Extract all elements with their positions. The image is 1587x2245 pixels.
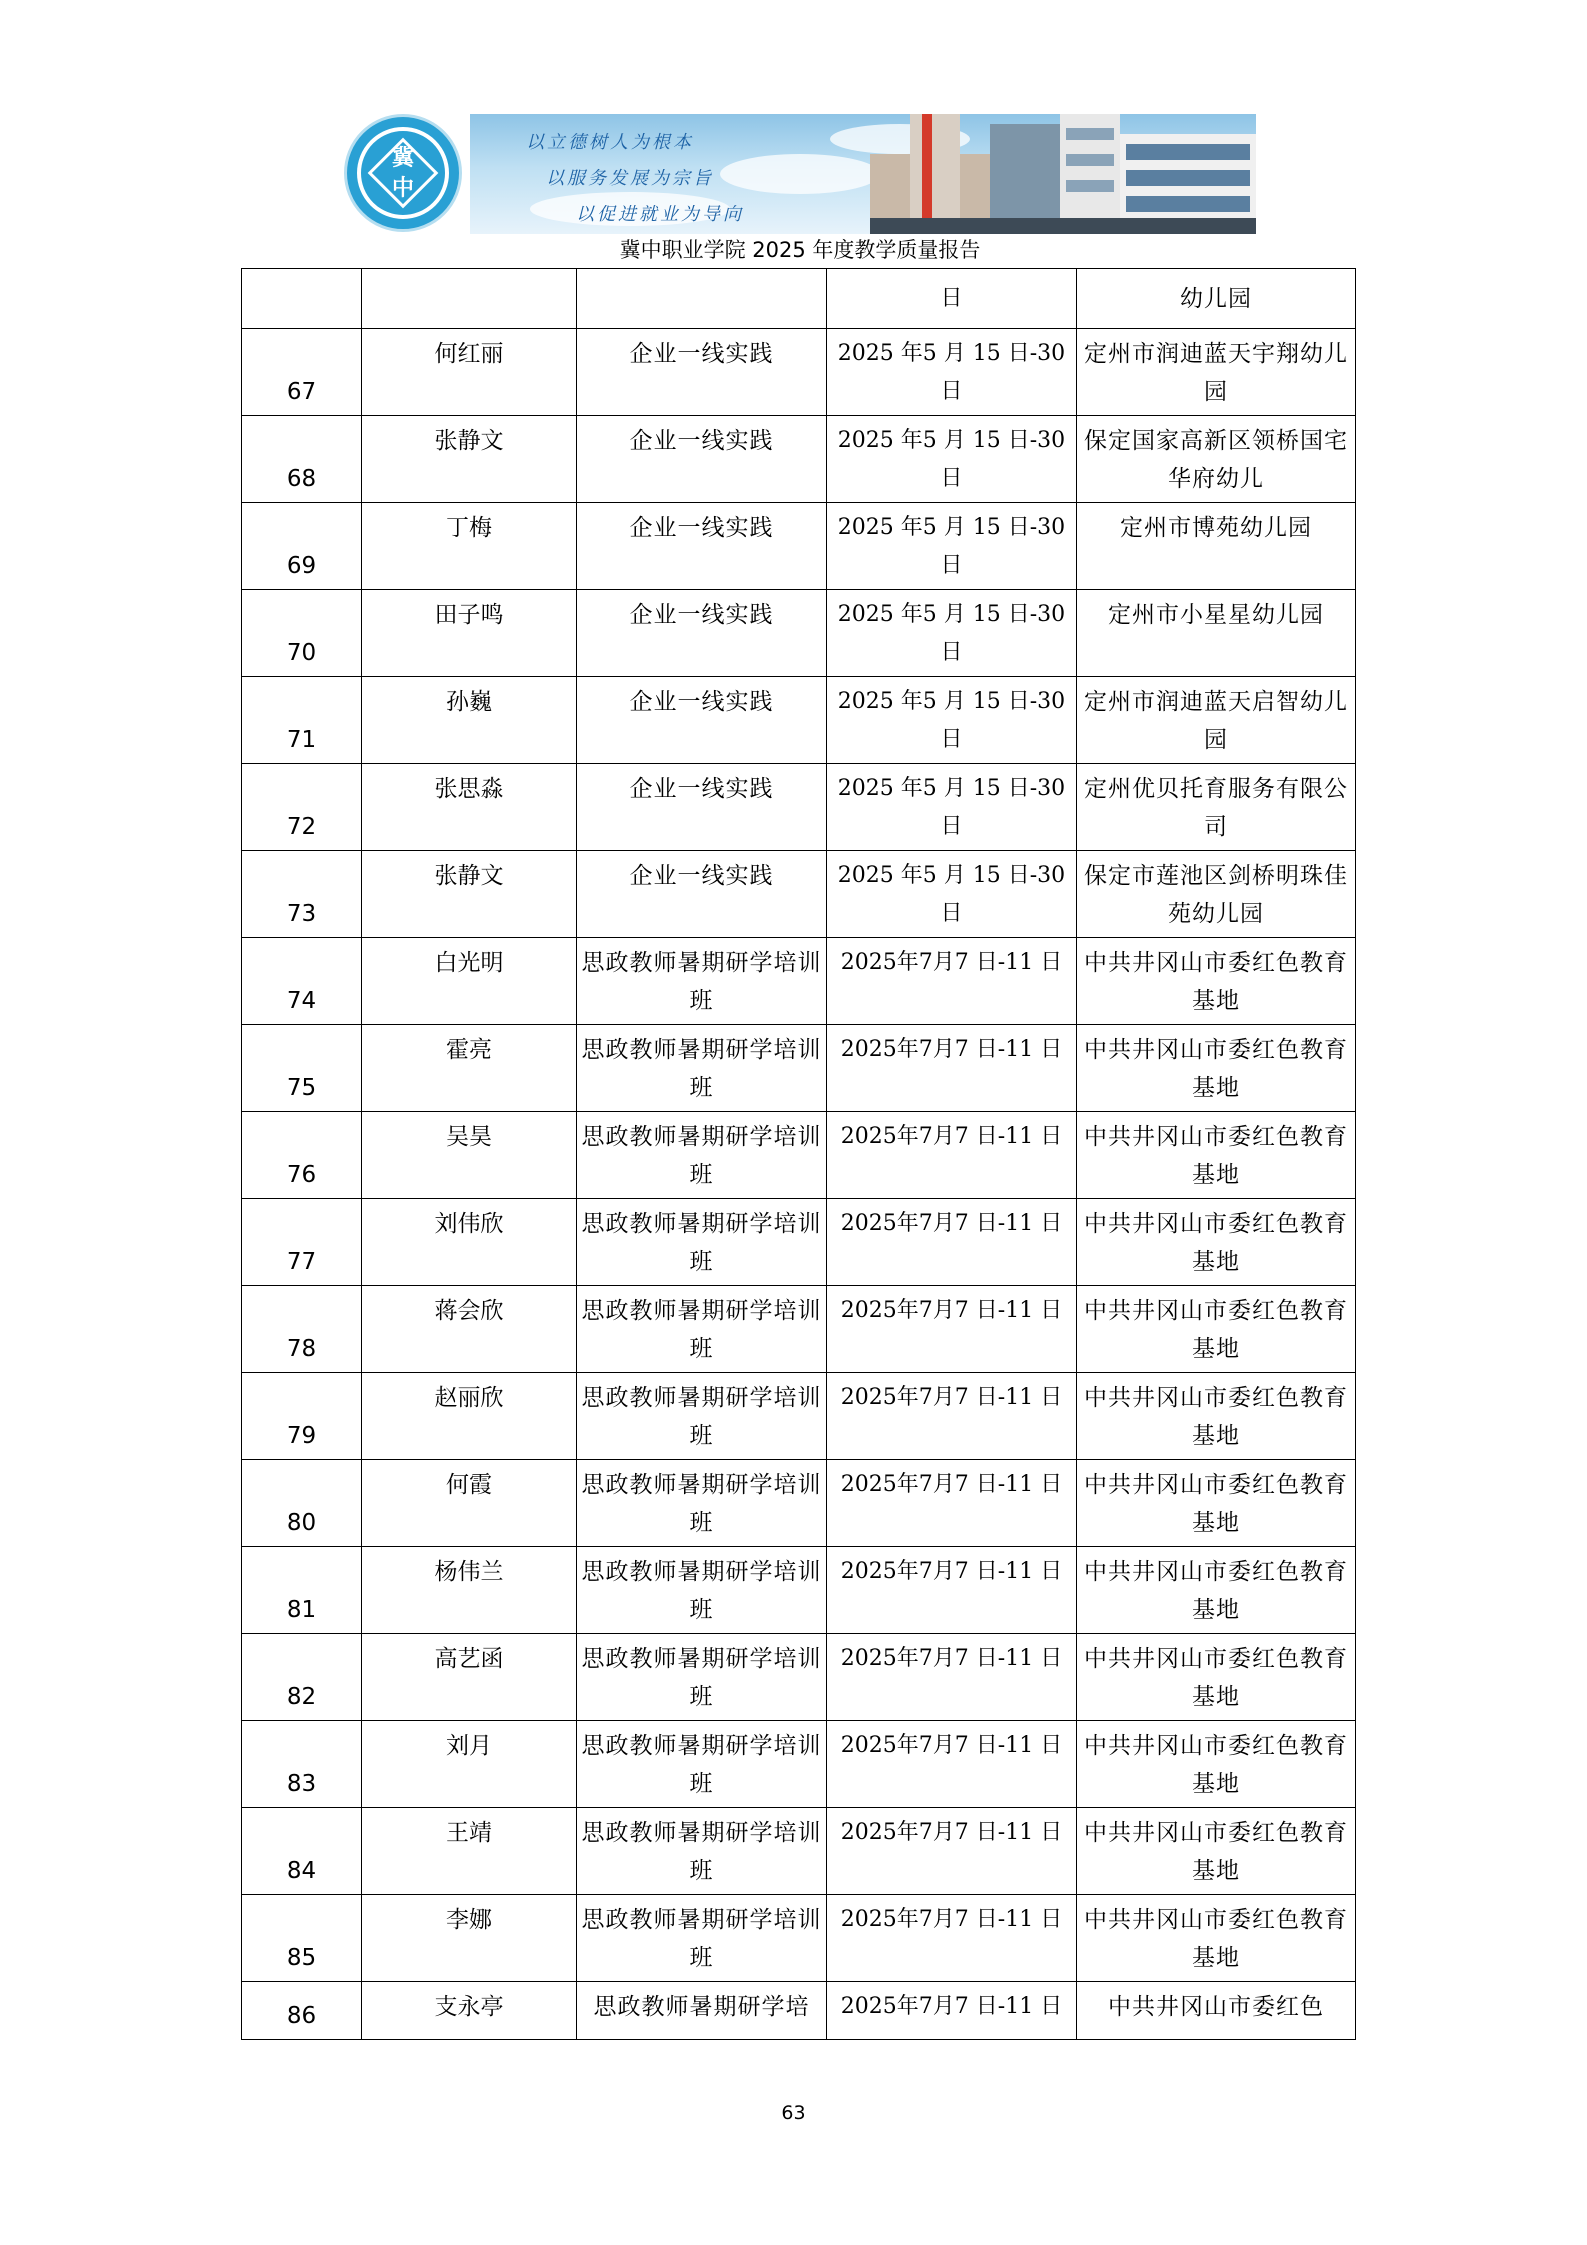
cell-place: 定州市润迪蓝天启智幼儿园 <box>1077 677 1356 764</box>
cell-no: 75 <box>242 1025 362 1112</box>
cell-date: 2025 年5 月 15 日-30 日 <box>827 590 1077 677</box>
cell-type: 思政教师暑期研学培训班 <box>577 1199 827 1286</box>
cell-type: 企业一线实践 <box>577 590 827 677</box>
cell-name: 支永亭 <box>362 1982 577 2040</box>
cell-name: 白光明 <box>362 938 577 1025</box>
cell-name: 赵丽欣 <box>362 1373 577 1460</box>
table-row <box>242 1808 1356 1895</box>
slogan-2: 以服务发展为宗旨 <box>546 168 714 189</box>
cell-date: 2025年7月7 日-11 日 <box>827 1460 1077 1547</box>
logo-char-top: 冀 <box>391 146 414 171</box>
cell-date: 2025年7月7 日-11 日 <box>827 1199 1077 1286</box>
cell-type: 企业一线实践 <box>577 764 827 851</box>
cell-no: 86 <box>242 1982 362 2040</box>
table-row <box>242 503 1356 590</box>
table-row <box>242 677 1356 764</box>
cell-date: 2025年7月7 日-11 日 <box>827 1634 1077 1721</box>
cell-no: 74 <box>242 938 362 1025</box>
cell-no: 70 <box>242 590 362 677</box>
cell-type: 企业一线实践 <box>577 416 827 503</box>
cell-date: 2025年7月7 日-11 日 <box>827 1895 1077 1982</box>
cell-date: 2025 年5 月 15 日-30 日 <box>827 764 1077 851</box>
cell-no: 82 <box>242 1634 362 1721</box>
cell-place: 定州市小星星幼儿园 <box>1077 590 1356 677</box>
cell-name: 高艺函 <box>362 1634 577 1721</box>
cell-date: 2025 年5 月 15 日-30 日 <box>827 329 1077 416</box>
cell-type: 企业一线实践 <box>577 329 827 416</box>
table-row <box>242 851 1356 938</box>
cell-place: 中共井冈山市委红色教育基地 <box>1077 1895 1356 1982</box>
cell-no: 83 <box>242 1721 362 1808</box>
cell-place: 保定市莲池区剑桥明珠佳苑幼儿园 <box>1077 851 1356 938</box>
cell-no: 80 <box>242 1460 362 1547</box>
cell-name: 李娜 <box>362 1895 577 1982</box>
cell-name: 何霞 <box>362 1460 577 1547</box>
table-row <box>242 1199 1356 1286</box>
cell-name: 孙巍 <box>362 677 577 764</box>
cell-no: 78 <box>242 1286 362 1373</box>
cell-place: 保定国家高新区领桥国宅华府幼儿 <box>1077 416 1356 503</box>
table-row <box>242 938 1356 1025</box>
cell-type: 思政教师暑期研学培训班 <box>577 1373 827 1460</box>
cell-no: 84 <box>242 1808 362 1895</box>
table-row <box>242 1982 1356 2040</box>
cell-date: 2025年7月7 日-11 日 <box>827 1721 1077 1808</box>
cell-type <box>577 269 827 329</box>
cell-no: 73 <box>242 851 362 938</box>
cell-no: 71 <box>242 677 362 764</box>
cell-place: 中共井冈山市委红色教育基地 <box>1077 1199 1356 1286</box>
cell-name: 丁梅 <box>362 503 577 590</box>
cell-name: 刘伟欣 <box>362 1199 577 1286</box>
cell-type: 思政教师暑期研学培训班 <box>577 1547 827 1634</box>
cell-date: 2025 年5 月 15 日-30 日 <box>827 851 1077 938</box>
cell-place: 中共井冈山市委红色教育基地 <box>1077 1112 1356 1199</box>
cell-no: 69 <box>242 503 362 590</box>
cell-no: 79 <box>242 1373 362 1460</box>
cell-date: 2025年7月7 日-11 日 <box>827 1982 1077 2040</box>
cell-date: 2025年7月7 日-11 日 <box>827 1547 1077 1634</box>
table-row <box>242 1025 1356 1112</box>
cell-name: 张静文 <box>362 416 577 503</box>
cell-no: 81 <box>242 1547 362 1634</box>
table-row-continued <box>242 269 1356 329</box>
banner-photo <box>470 114 1256 234</box>
cell-place: 中共井冈山市委红色教育基地 <box>1077 1460 1356 1547</box>
cell-place: 中共井冈山市委红色教育基地 <box>1077 1373 1356 1460</box>
header-banner <box>344 114 1256 234</box>
page-number: 63 <box>781 2102 806 2124</box>
cell-name: 张静文 <box>362 851 577 938</box>
cell-date: 2025年7月7 日-11 日 <box>827 1373 1077 1460</box>
cell-type: 思政教师暑期研学培训班 <box>577 1286 827 1373</box>
cell-date: 2025年7月7 日-11 日 <box>827 1286 1077 1373</box>
cell-date: 2025年7月7 日-11 日 <box>827 1112 1077 1199</box>
cell-place: 幼儿园 <box>1077 269 1356 329</box>
cell-date: 2025 年5 月 15 日-30 日 <box>827 677 1077 764</box>
cell-name: 蒋会欣 <box>362 1286 577 1373</box>
cell-place: 定州优贝托育服务有限公司 <box>1077 764 1356 851</box>
table-row <box>242 1373 1356 1460</box>
cell-place: 定州市博苑幼儿园 <box>1077 503 1356 590</box>
cell-date: 2025年7月7 日-11 日 <box>827 938 1077 1025</box>
cell-place: 中共井冈山市委红色教育基地 <box>1077 1547 1356 1634</box>
cell-place: 中共井冈山市委红色教育基地 <box>1077 1025 1356 1112</box>
table-row <box>242 764 1356 851</box>
table-row <box>242 1634 1356 1721</box>
cell-name <box>362 269 577 329</box>
cell-name: 何红丽 <box>362 329 577 416</box>
table-row <box>242 1460 1356 1547</box>
cell-name: 王靖 <box>362 1808 577 1895</box>
table-row <box>242 1547 1356 1634</box>
cell-place: 中共井冈山市委红色 <box>1077 1982 1356 2040</box>
cell-name: 吴昊 <box>362 1112 577 1199</box>
training-table <box>241 268 1356 2040</box>
cell-type: 企业一线实践 <box>577 503 827 590</box>
table-row <box>242 329 1356 416</box>
cell-no: 68 <box>242 416 362 503</box>
cell-place: 中共井冈山市委红色教育基地 <box>1077 1634 1356 1721</box>
cell-type: 思政教师暑期研学培训班 <box>577 1112 827 1199</box>
table-row <box>242 1895 1356 1982</box>
cell-place: 中共井冈山市委红色教育基地 <box>1077 938 1356 1025</box>
cell-place: 定州市润迪蓝天宇翔幼儿园 <box>1077 329 1356 416</box>
cell-name: 杨伟兰 <box>362 1547 577 1634</box>
cell-name: 张思淼 <box>362 764 577 851</box>
cell-type: 思政教师暑期研学培训班 <box>577 1025 827 1112</box>
table-row <box>242 1112 1356 1199</box>
slogan-1: 以立德树人为根本 <box>526 132 694 153</box>
cell-type: 思政教师暑期研学培训班 <box>577 1808 827 1895</box>
cell-type: 企业一线实践 <box>577 851 827 938</box>
table-row <box>242 590 1356 677</box>
cell-type: 思政教师暑期研学培训班 <box>577 1634 827 1721</box>
college-logo <box>344 114 462 232</box>
report-title: 冀中职业学院 2025 年度教学质量报告 <box>619 238 981 262</box>
cell-type: 思政教师暑期研学培训班 <box>577 1895 827 1982</box>
table-row <box>242 1721 1356 1808</box>
cell-no: 77 <box>242 1199 362 1286</box>
cell-type: 思政教师暑期研学培 <box>577 1982 827 2040</box>
cell-date: 2025 年5 月 15 日-30 日 <box>827 503 1077 590</box>
cell-no: 67 <box>242 329 362 416</box>
cell-place: 中共井冈山市委红色教育基地 <box>1077 1286 1356 1373</box>
building-illustration <box>870 114 1256 234</box>
cell-date: 2025 年5 月 15 日-30 日 <box>827 416 1077 503</box>
cell-name: 田子鸣 <box>362 590 577 677</box>
cell-no: 72 <box>242 764 362 851</box>
cell-no <box>242 269 362 329</box>
cell-date: 日 <box>827 269 1077 329</box>
cell-name: 霍亮 <box>362 1025 577 1112</box>
cell-place: 中共井冈山市委红色教育基地 <box>1077 1808 1356 1895</box>
cell-no: 85 <box>242 1895 362 1982</box>
slogan-3: 以促进就业为导向 <box>576 204 744 225</box>
cell-type: 企业一线实践 <box>577 677 827 764</box>
table-row <box>242 416 1356 503</box>
cell-type: 思政教师暑期研学培训班 <box>577 1460 827 1547</box>
cell-name: 刘月 <box>362 1721 577 1808</box>
cell-date: 2025年7月7 日-11 日 <box>827 1025 1077 1112</box>
cell-type: 思政教师暑期研学培训班 <box>577 938 827 1025</box>
table-row <box>242 1286 1356 1373</box>
cell-no: 76 <box>242 1112 362 1199</box>
cell-place: 中共井冈山市委红色教育基地 <box>1077 1721 1356 1808</box>
cell-type: 思政教师暑期研学培训班 <box>577 1721 827 1808</box>
cell-date: 2025年7月7 日-11 日 <box>827 1808 1077 1895</box>
logo-char-bottom: 中 <box>391 176 414 201</box>
